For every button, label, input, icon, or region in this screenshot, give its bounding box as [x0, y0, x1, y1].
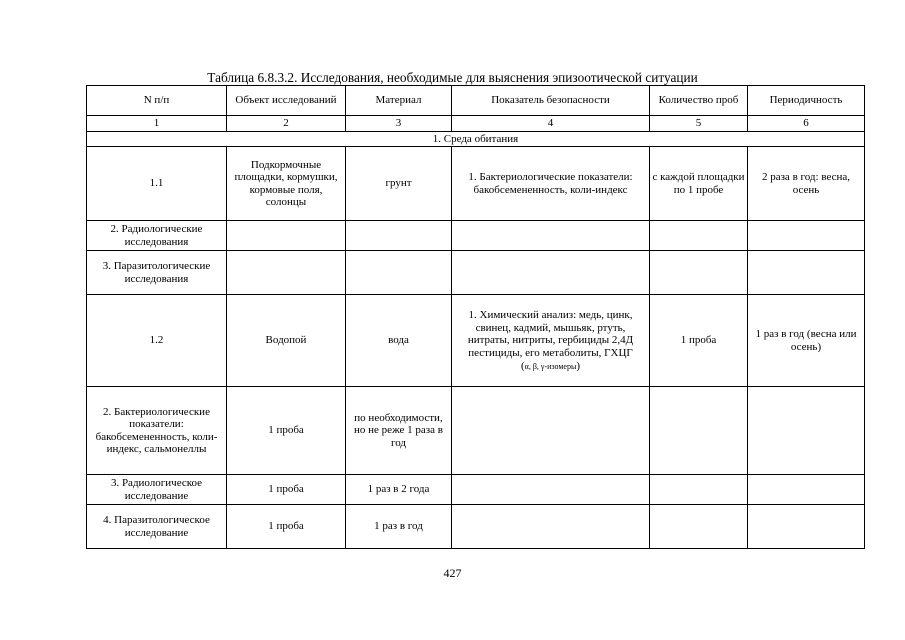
empty-cell — [748, 221, 865, 251]
column-number: 4 — [452, 116, 650, 132]
row-indicator — [452, 295, 650, 387]
empty-cell — [227, 251, 346, 295]
row-object: Подкормочные площадки, кормушки, кормовые поля, солонцы — [227, 147, 346, 221]
header-row — [87, 86, 865, 116]
isomers-open: ( — [520, 359, 525, 372]
empty-cell — [346, 251, 452, 295]
table-row — [87, 295, 865, 387]
row-number: 2. Радиологические исследования — [87, 221, 227, 251]
row-number: 4. Паразитологическое исследование — [87, 505, 227, 549]
section-title: 1. Среда обитания — [87, 131, 865, 147]
row-object: Водопой — [227, 295, 346, 387]
research-table — [86, 85, 865, 549]
row-material: по необходимости, но не реже 1 раза в год — [346, 387, 452, 475]
row-number: 1.2 — [87, 295, 227, 387]
row-samples: с каждой площадки по 1 пробе — [650, 147, 748, 221]
row-material: 1 раз в год — [346, 505, 452, 549]
empty-cell — [452, 387, 650, 475]
table-row — [87, 505, 865, 549]
row-material: 1 раз в 2 года — [346, 475, 452, 505]
header-material: Материал — [346, 86, 452, 116]
section-row — [87, 131, 865, 147]
empty-cell — [650, 251, 748, 295]
column-number: 1 — [87, 116, 227, 132]
empty-cell — [452, 505, 650, 549]
empty-cell — [650, 221, 748, 251]
header-object: Объект исследований — [227, 86, 346, 116]
row-material: грунт — [346, 147, 452, 221]
column-number-row — [87, 116, 865, 132]
empty-cell — [748, 505, 865, 549]
header-number: N п/п — [87, 86, 227, 116]
row-object: 1 проба — [227, 475, 346, 505]
empty-cell — [452, 475, 650, 505]
column-number: 3 — [346, 116, 452, 132]
table-row — [87, 475, 865, 505]
header-periodicity: Периодичность — [748, 86, 865, 116]
isomers-text: α, β, γ-изомеры — [524, 361, 577, 371]
column-number: 6 — [748, 116, 865, 132]
isomers-close: ) — [576, 359, 581, 372]
table-caption: Таблица 6.8.3.2. Исследования, необходимые для выяснения эпизоотической ситуации — [207, 70, 698, 85]
empty-cell — [650, 505, 748, 549]
row-object: 1 проба — [227, 505, 346, 549]
empty-cell — [346, 221, 452, 251]
row-periodicity: 1 раз в год (весна или осень) — [748, 295, 865, 387]
indicator-text: 1. Химический анализ: медь, цинк, свинец, кадмий, мышьяк, ртуть, нитраты, нитриты, гербициды 2,4Д пестициды, его метаболиты, ГХЦГ — [467, 309, 634, 359]
header-indicator: Показатель безопасности — [452, 86, 650, 116]
empty-cell — [748, 387, 865, 475]
page-number: 427 — [443, 566, 462, 580]
empty-cell — [227, 221, 346, 251]
empty-cell — [650, 475, 748, 505]
empty-cell — [748, 251, 865, 295]
row-samples: 1 проба — [650, 295, 748, 387]
table-row — [87, 251, 865, 295]
row-material: вода — [346, 295, 452, 387]
row-number: 2. Бактериологические показатели: бакобсемененность, коли-индекс, сальмонеллы — [87, 387, 227, 475]
column-number: 2 — [227, 116, 346, 132]
row-indicator: 1. Бактериологические показатели: бакобсемененность, коли-индекс — [452, 147, 650, 221]
table-row — [87, 147, 865, 221]
empty-cell — [748, 475, 865, 505]
row-periodicity: 2 раза в год: весна, осень — [748, 147, 865, 221]
row-object: 1 проба — [227, 387, 346, 475]
row-number: 3. Радиологическое исследование — [87, 475, 227, 505]
table-row — [87, 221, 865, 251]
row-number: 1.1 — [87, 147, 227, 221]
header-samples: Количество проб — [650, 86, 748, 116]
row-number: 3. Паразитологические исследования — [87, 251, 227, 295]
empty-cell — [452, 251, 650, 295]
column-number: 5 — [650, 116, 748, 132]
table-row — [87, 387, 865, 475]
empty-cell — [452, 221, 650, 251]
empty-cell — [650, 387, 748, 475]
isomers-note — [454, 360, 647, 373]
